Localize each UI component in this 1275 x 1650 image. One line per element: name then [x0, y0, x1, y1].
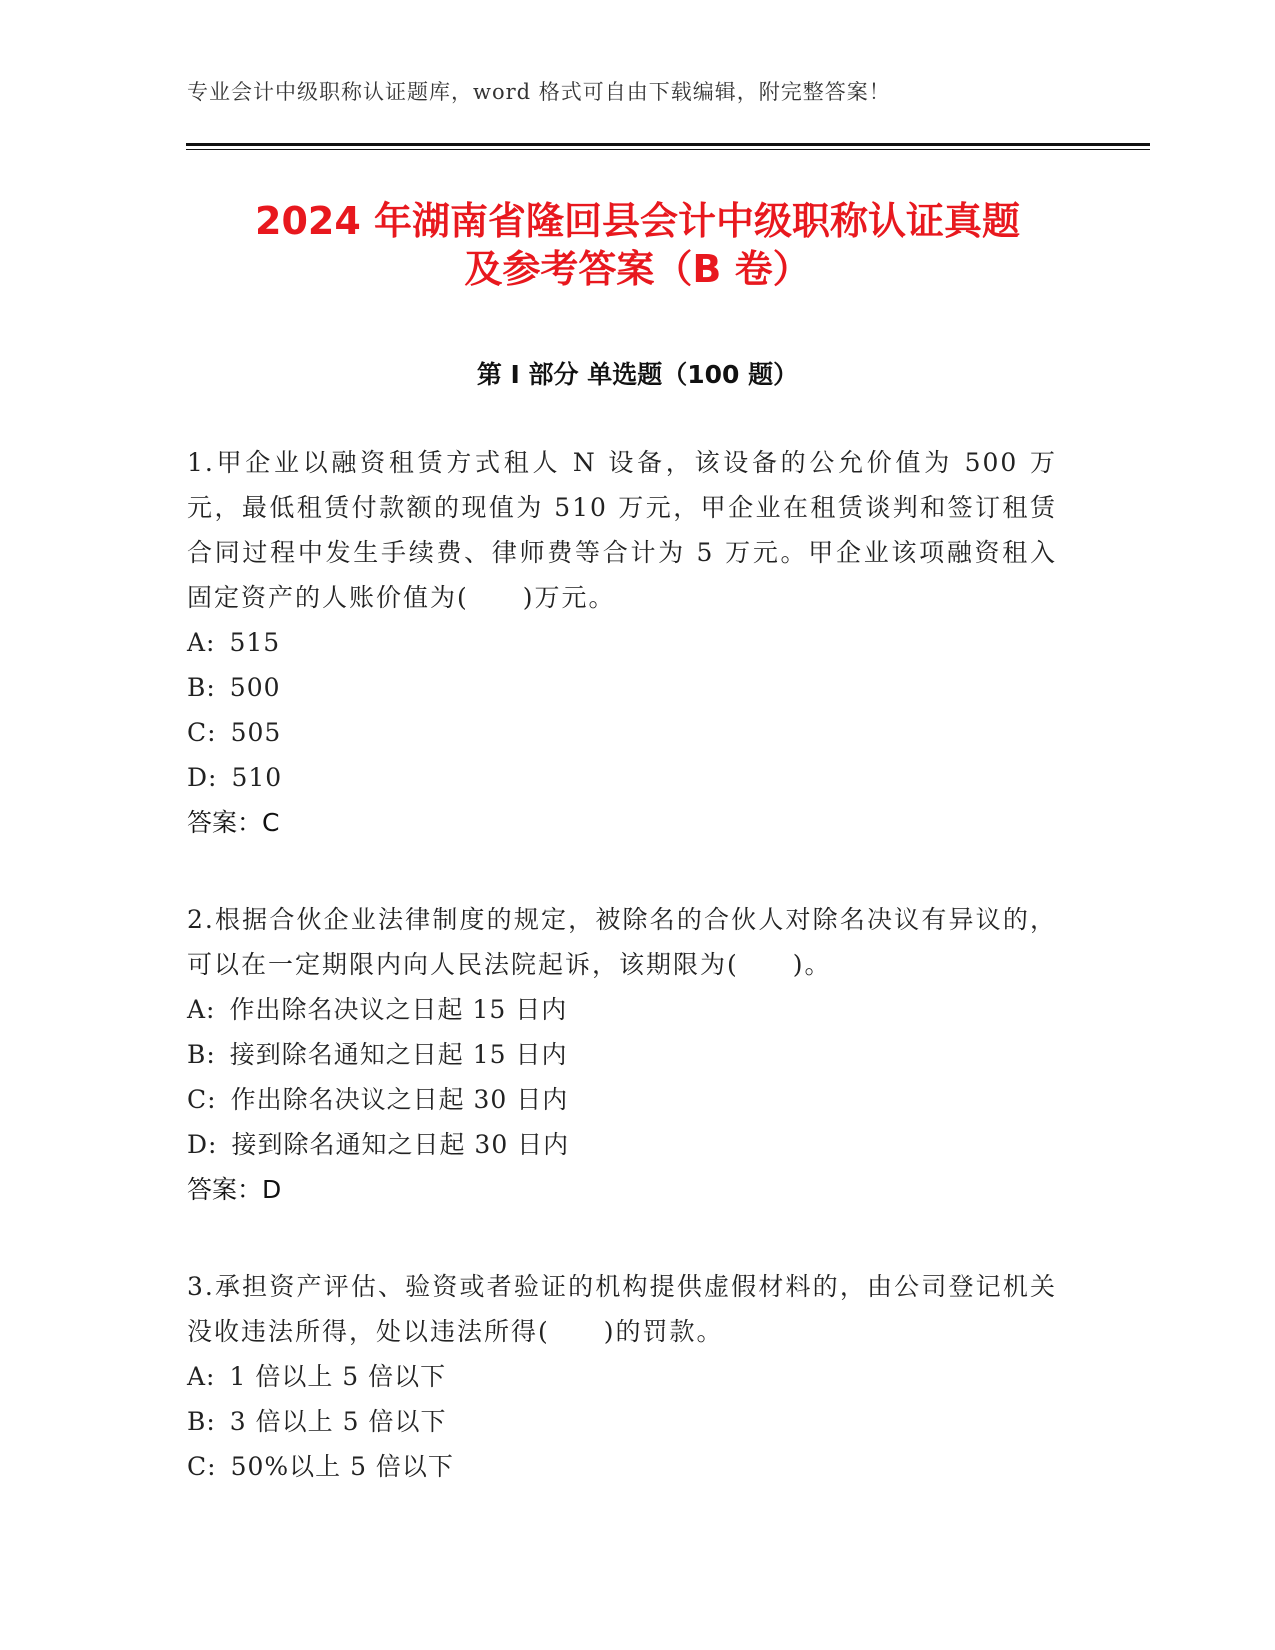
header-divider-thin	[186, 149, 1150, 150]
option-b	[187, 1032, 1057, 1077]
option-text: 50%以上 5 倍以下	[230, 1452, 454, 1481]
option-c	[187, 1077, 1057, 1122]
answer-label: 答案：C	[187, 808, 280, 837]
option-text: 515	[229, 628, 281, 657]
option-a	[187, 620, 1057, 665]
question-stem: 2.根据合伙企业法律制度的规定，被除名的合伙人对除名决议有异议的，可以在一定期限内向人民法院起诉，该期限为( )。	[187, 905, 1057, 979]
question-3	[187, 1264, 1057, 1489]
option-text: 505	[230, 718, 282, 747]
option-text: 接到除名通知之日起 15 日内	[229, 1040, 568, 1069]
option-b	[187, 665, 1057, 710]
document-title	[150, 197, 1125, 293]
option-letter: B:	[187, 1407, 216, 1436]
question-list	[187, 440, 1057, 1541]
option-text: 510	[231, 763, 283, 792]
option-letter: C:	[187, 718, 217, 747]
option-b	[187, 1399, 1057, 1444]
option-letter: D:	[187, 1130, 218, 1159]
question-stem: 1.甲企业以融资租赁方式租人 N 设备，该设备的公允价值为 500 万元，最低租赁付款额的现值为 510 万元，甲企业在租赁谈判和签订租赁合同过程中发生手续费、律师费等合计为 5 万元。甲企业该项融资租入固定资产的人账价值为( )万元。	[187, 448, 1057, 612]
option-letter: C:	[187, 1085, 217, 1114]
page-header: 专业会计中级职称认证题库，word 格式可自由下载编辑，附完整答案！	[187, 80, 891, 104]
option-letter: A:	[187, 1362, 216, 1391]
option-letter: B:	[187, 1040, 216, 1069]
option-d	[187, 755, 1057, 800]
section-title: 第 I 部分 单选题（100 题）	[476, 360, 799, 389]
option-text: 接到除名通知之日起 30 日内	[231, 1130, 570, 1159]
document-title-line-1: 2024 年湖南省隆回县会计中级职称认证真题	[255, 199, 1020, 243]
option-text: 500	[229, 673, 281, 702]
option-letter: A:	[187, 628, 216, 657]
option-text: 3 倍以上 5 倍以下	[229, 1407, 447, 1436]
option-letter: D:	[187, 763, 218, 792]
option-letter: B:	[187, 673, 216, 702]
option-text: 作出除名决议之日起 15 日内	[229, 995, 568, 1024]
option-d	[187, 1122, 1057, 1167]
document-title-line-2: 及参考答案（B 卷）	[464, 247, 811, 291]
answer-label: 答案：D	[187, 1175, 282, 1204]
question-1	[187, 440, 1057, 845]
option-text: 1 倍以上 5 倍以下	[229, 1362, 447, 1391]
option-a	[187, 1354, 1057, 1399]
question-2	[187, 897, 1057, 1212]
question-stem: 3.承担资产评估、验资或者验证的机构提供虚假材料的，由公司登记机关没收违法所得，处以违法所得( )的罚款。	[187, 1272, 1057, 1346]
option-c	[187, 1444, 1057, 1489]
option-c	[187, 710, 1057, 755]
option-a	[187, 987, 1057, 1032]
option-letter: A:	[187, 995, 216, 1024]
option-letter: C:	[187, 1452, 217, 1481]
header-divider-thick	[186, 143, 1150, 146]
option-text: 作出除名决议之日起 30 日内	[230, 1085, 569, 1114]
